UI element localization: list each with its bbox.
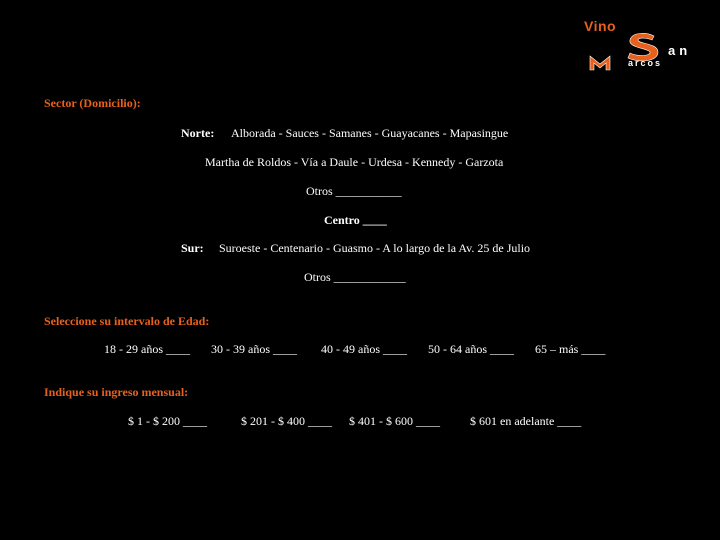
sector-title: Sector (Domicilio):	[44, 96, 141, 110]
norte-options-line2: Martha de Roldos - Vía a Daule - Urdesa - Kennedy - Garzota	[205, 155, 504, 169]
ingreso-option-201-400[interactable]: $ 201 - $ 400 ____	[241, 414, 332, 428]
sur-options-line: Suroeste - Centenario - Guasmo - A lo largo de la Av. 25 de Julio	[219, 241, 531, 255]
ingreso-title: Indique su ingreso mensual:	[44, 385, 189, 399]
ingreso-option-401-600[interactable]: $ 401 - $ 600 ____	[349, 414, 440, 428]
logo-an-text: an	[668, 43, 692, 58]
edad-title: Seleccione su intervalo de Edad:	[44, 314, 210, 328]
logo-vino-text: Vino	[584, 18, 617, 34]
logo-arcos-text: arcos	[628, 58, 663, 68]
edad-option-40-49[interactable]: 40 - 49 años ____	[321, 342, 407, 356]
edad-option-65-mas[interactable]: 65 – más ____	[535, 342, 606, 356]
edad-option-50-64[interactable]: 50 - 64 años ____	[428, 342, 514, 356]
norte-options-line1: Alborada - Sauces - Samanes - Guayacanes - Mapasingue	[231, 126, 509, 140]
edad-option-18-29[interactable]: 18 - 29 años ____	[104, 342, 190, 356]
norte-otros-field[interactable]: Otros ___________	[306, 184, 402, 198]
edad-option-30-39[interactable]: 30 - 39 años ____	[211, 342, 297, 356]
vino-san-marcos-logo	[584, 16, 704, 72]
norte-label: Norte:	[181, 126, 215, 140]
ingreso-option-601-adelante[interactable]: $ 601 en adelante ____	[470, 414, 582, 428]
sur-otros-field[interactable]: Otros ____________	[304, 270, 406, 284]
sur-label: Sur:	[181, 241, 204, 255]
ingreso-option-1-200[interactable]: $ 1 - $ 200 ____	[128, 414, 207, 428]
centro-option[interactable]: Centro ____	[324, 213, 387, 227]
